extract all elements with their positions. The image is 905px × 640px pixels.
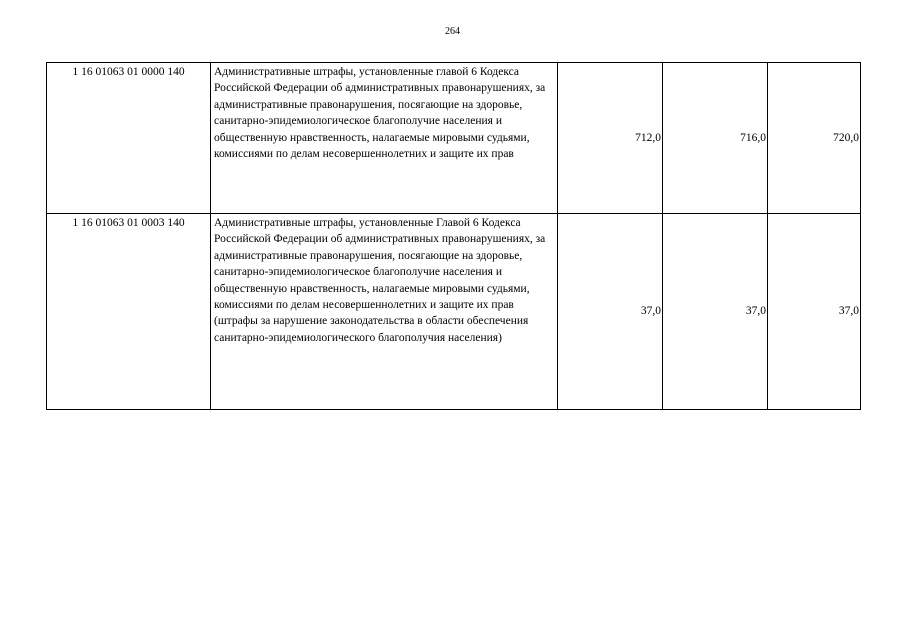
page-number: 264 xyxy=(445,26,460,37)
value-cell-year-3: 720,0 xyxy=(768,63,861,214)
table-row xyxy=(47,214,861,410)
budget-table xyxy=(46,62,861,410)
table-row xyxy=(47,63,861,214)
value-cell-year-1: 37,0 xyxy=(558,214,663,410)
description-cell: Административные штрафы, установленные главой 6 Кодекса Российской Федерации об административных правонарушениях, за административные правонарушения, посягающие на здоровье, санитарно-эпидемиологическое благополучие населения и общественную нравственность, налагаемые мировыми судьями, комиссиями по делам несовершеннолетних и защите их прав xyxy=(211,63,558,214)
value-cell-year-2: 37,0 xyxy=(663,214,768,410)
value-cell-year-3: 37,0 xyxy=(768,214,861,410)
revenue-code-cell: 1 16 01063 01 0000 140 xyxy=(47,63,211,214)
revenue-code-cell: 1 16 01063 01 0003 140 xyxy=(47,214,211,410)
description-cell: Административные штрафы, установленные Главой 6 Кодекса Российской Федерации об административных правонарушениях, за административные правонарушения, посягающие на здоровье, санитарно-эпидемиологическое благополучие населения и общественную нравственность, налагаемые мировыми судьями, комиссиями по делам несовершеннолетних и защите их прав (штрафы за нарушение законодательства в области обеспечения санитарно-эпидемиологического благополучия населения) xyxy=(211,214,558,410)
value-cell-year-2: 716,0 xyxy=(663,63,768,214)
value-cell-year-1: 712,0 xyxy=(558,63,663,214)
